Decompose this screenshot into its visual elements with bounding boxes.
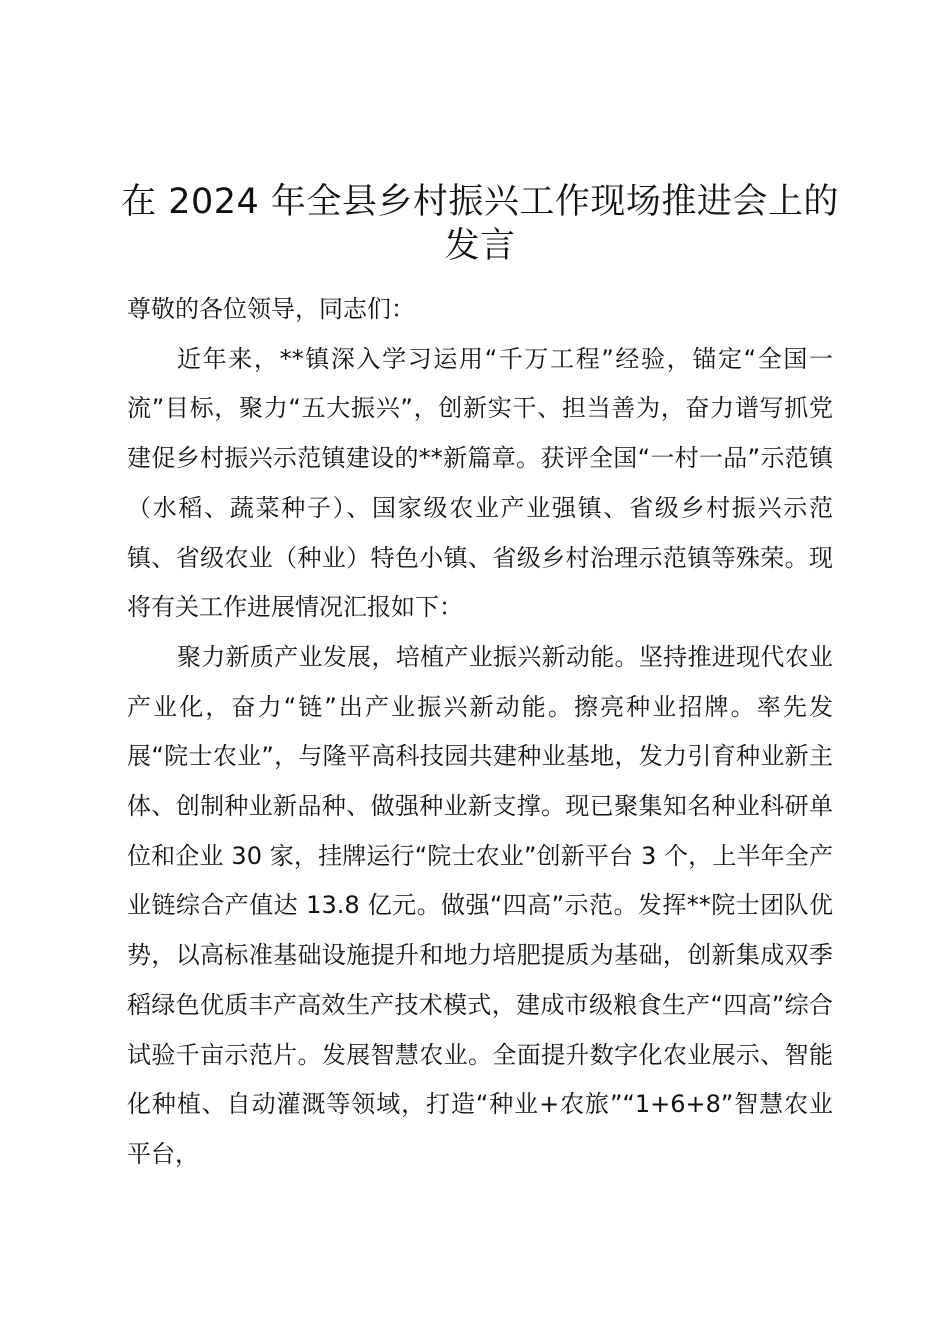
document-title (110, 180, 850, 268)
paragraph-intro: 近年来，**镇深入学习运用“千万工程”经验，锚定“全国一流”目标，聚力“五大振兴”，创新实干、担当善为，奋力谱写抓党建促乡村振兴示范镇建设的**新篇章。获评全国“一村一品”示范镇（水稻、蔬菜种子）、国家级农业产业强镇、省级乡村振兴示范镇、省级农业（种业）特色小镇、省级乡村治理示范镇等殊荣。现将有关工作进展情况汇报如下： (127, 344, 833, 622)
title-line-1: 在 2024 年全县乡村振兴工作现场推进会上的 (121, 182, 839, 222)
paragraph-industry: 聚力新质产业发展，培植产业振兴新动能。坚持推进现代农业产业化，奋力“链”出产业振兴新动能。擦亮种业招牌。率先发展“院士农业”，与隆平高科技园共建种业基地，发力引育种业新主体、创制种业新品种、做强种业新支撑。现已聚集知名种业科研单位和企业 30 家，挂牌运行“院士农业”创新平台 3 个，上半年全产业链综合产值达 13.8 亿元。做强“四高”示范。发挥**院士团队优势，以高标准基础设施提升和地力培肥提质为基础，创新集成双季稻绿色优质丰产高效生产技术模式，建成市级粮食生产“四高”综合试验千亩示范片。发展智慧农业。全面提升数字化农业展示、智能化种植、自动灌溉等领域，打造“种业+农旅”“1+6+8”智慧农业平台， (127, 642, 833, 1168)
salutation: 尊敬的各位领导，同志们： (127, 295, 415, 323)
title-line-2: 发言 (444, 226, 516, 266)
document-body (127, 285, 833, 1180)
